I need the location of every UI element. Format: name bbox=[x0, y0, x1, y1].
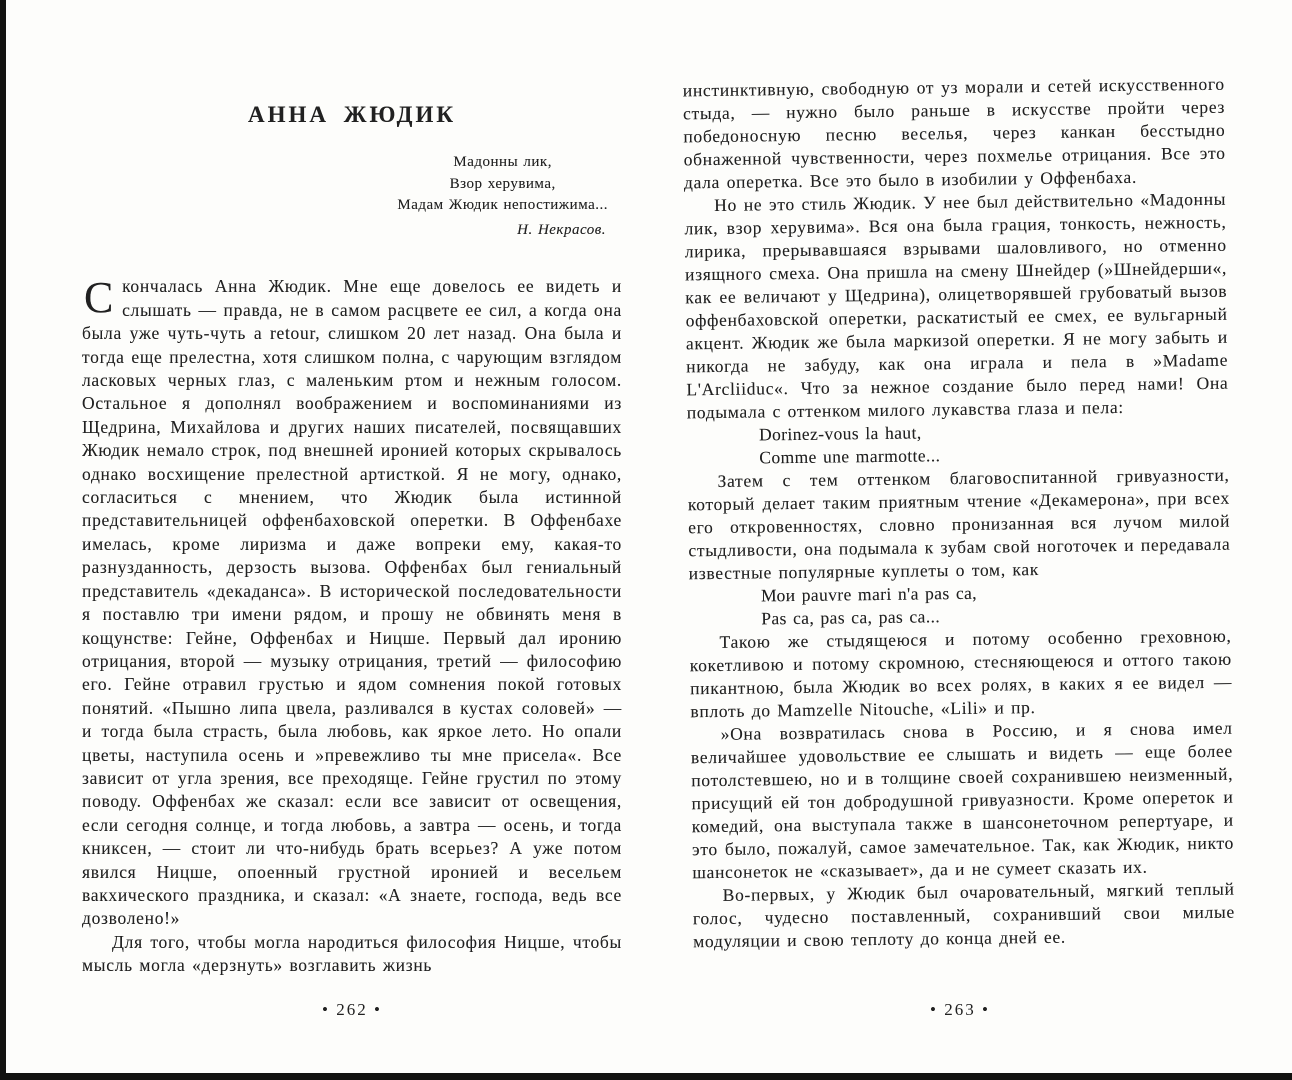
body-paragraph: Затем с тем оттенком благовоспитанной гривуазности, который делает таким приятным чтение «Декамерона», при всех его откровенностях, словно пронизанная вся лучом милой стыдливости, она подымала к зубам свой ноготочек и передавала известные популярные куплеты о том, как bbox=[687, 464, 1231, 584]
epigraph-author: Н. Некрасов. bbox=[517, 221, 606, 238]
page-number-right: • 263 • bbox=[930, 1000, 990, 1019]
body-paragraph: Но не это стиль Жюдик. У нее был действительно «Мадонны лик, взор херувима». Вся она была грация, тонкость, нежность, лирика, прерывавшаяся взрывами шаловливого, но отменно изящного смеха. Она пришла на смену Шнейдер (»Шнейдерши«, как ее величают у Щедрина), олицетворявшей грубоватый вызов оффенбаховской оперетки, раскатистый ее смех, ее вульгарный акцент. Жюдик же была маркизой оперетки. Я не могу забыть и никогда не забуду, как она играла и пела в »Madame L'Arcliiduc«. Что за нежное создание было перед нами! Она подымала с оттенком милого лукавства глаза и пела: bbox=[684, 188, 1229, 423]
body-paragraph bbox=[82, 275, 622, 930]
body-paragraph: инстинктивную, свободную от уз морали и сетей искусственного стыда, — нужно было раньше в искусстве пройти через победоносную песню веселья, через канкан бесстыдно обнаженной чувственности, через похмелье отрицания. Все это дала оперетка. Все это было в изобилии у Оффенбаха. bbox=[682, 73, 1226, 193]
chapter-title: АННА ЖЮДИК bbox=[247, 102, 457, 127]
body-paragraph: »Она возвратилась снова в Россию, и я снова имел величайшее удовольствие ее слышать и видеть — еще более потолстевшею, но и в толщине своей сохранившею неизменный, присущий ей тон добродушной гривуазности. Кроме опереток и комедий, она выступала также в шансонеточном репертуаре, и это было, пожалуй, самое замечательное. Так, как Жюдик, никто шансонеток не «сказывает», да и не сумеет сказать их. bbox=[690, 717, 1235, 883]
scan-edge-bottom bbox=[0, 1073, 1292, 1080]
left-page bbox=[82, 90, 622, 978]
verse-line: Pas ca, pas ca, pas ca... bbox=[761, 606, 941, 629]
verse-line: Comme une marmotte... bbox=[759, 445, 941, 468]
paragraph-text: кончалась Анна Жюдик. Мне еще довелось ее видеть и слышать — правда, не в самом расцвете ее сил, а когда она была уже чуть-чуть a retour, слишком 20 лет назад. Она была и тогда еще прелестна, хотя слишком полна, с чарующим взглядом ласковых черных глаз, с маленьким ртом и нежным голосом. Остальное я дополнял воображением и воспоминаниями из Щедрина, Михайлова и других наших писателей, посвящавших Жюдик немало строк, под внешней иронией которых скрывалось однако восхищение прелестной артисткой. Я не могу, однако, согласиться с мнением, что Жюдик была истинной представительницей оффенбаховской оперетки. В Оффенбахе имелась, кроме лиризма и даже вопреки ему, какая-то разнузданность, дерзость вызова. Оффенбах был гениальный представитель «декаданса». В исторической последовательности я поставлю три имени рядом, и прошу не обвинять меня в кощунстве: Гейне, Оффенбах и Ницше. Первый дал иронию отрицания, второй — музыку отрицания, третий — философию его. Гейне отравил грустью и ядом сомнения покой готовых понятий. «Пышно липа цвела, разливался в кустах соловей» — и тогда была страсть, была любовь, как яркое лето. Но опали цветы, наступила осень и »превежливо ты мне присела«. Все зависит от угла зрения, все преходяще. Гейне грустил по этому поводу. Оффенбах же сказал: если все зависит от освещения, если сегодня солнце, и тогда любовь, а завтра — осень, и тогда книксен, — стоит ли что-нибудь брать всерьез? А уже потом явился Ницше, опоенный грустной иронией и весельем вакхического праздника, и сказал: «А знаете, господа, ведь все дозволено!» bbox=[82, 276, 622, 929]
right-page bbox=[683, 73, 1236, 954]
epigraph-line: Мадам Жюдик непостижима... bbox=[397, 197, 608, 214]
body-paragraph: Такою же стыдящеюся и потому особенно греховною, кокетливою и потому скромною, стесняющеюся и оттого такою пикантною, была Жюдик во всех ролях, в каких я ее видел — вплоть до Mamzelle Nitouche, «Lili» и пр. bbox=[689, 625, 1233, 722]
verse-block bbox=[689, 579, 1232, 632]
scan-edge-left bbox=[0, 0, 6, 1080]
page-number-left: • 262 • bbox=[322, 1000, 382, 1019]
verse-line: Dorinez-vous la haut, bbox=[758, 422, 922, 445]
verse-block bbox=[687, 418, 1230, 471]
body-paragraph: Во-первых, у Жюдик был очаровательный, мягкий теплый голос, чудесно поставленный, сохранивший свои милые модуляции и свою теплоту до конца дней ее. bbox=[692, 878, 1236, 952]
epigraph-line: Мадонны лик, bbox=[453, 154, 552, 171]
epigraph-line: Взор херувима, bbox=[449, 175, 556, 192]
body-paragraph: Для того, чтобы могла народиться философия Ницше, чтобы мысль могла «дерзнуть» возглавить жизнь bbox=[82, 931, 622, 976]
verse-line: Мои pauvre mari n'a pas ca, bbox=[760, 582, 978, 606]
drop-cap: С bbox=[84, 273, 115, 323]
epigraph bbox=[397, 152, 608, 241]
